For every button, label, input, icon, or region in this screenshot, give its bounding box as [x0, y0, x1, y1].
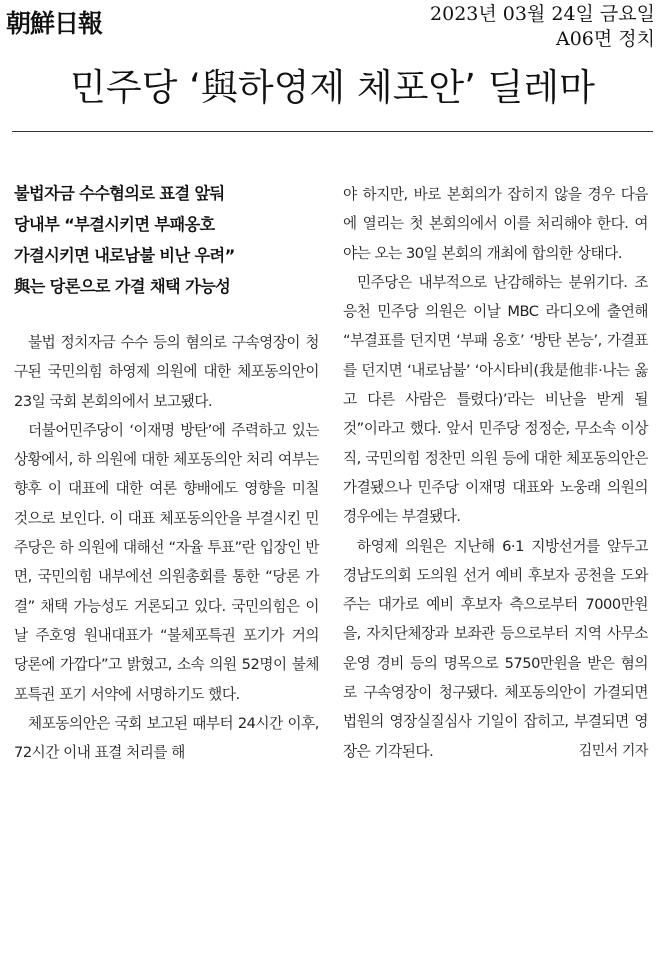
subheadline-line: 가결시키면 내로남불 비난 우려” — [14, 246, 235, 265]
subheadline-line: 당내부 “부결시키면 부패옹호 — [14, 215, 215, 234]
body-paragraph: 불법 정치자금 수수 등의 혐의로 구속영장이 청구된 국민의힘 하영제 의원에 대한 체포동의안이 23일 국회 본회의에서 보고됐다. — [14, 334, 319, 410]
newspaper-logo: 朝鮮日報 — [6, 9, 103, 38]
headline-divider — [12, 131, 653, 132]
masthead-meta — [430, 2, 655, 52]
body-paragraph: 민주당은 내부적으로 난감해하는 분위기다. 조응천 민주당 의원은 이날 MBC 라디오에 출연해 “부결표를 던지면 ‘부패 옹호’ ‘방탄 본능’, 가결표를 던지면 ‘내로남불’ ‘아시타비(我是他非·나는 옳고 다른 사람은 틀렸다)’라는 비난을 받게 될 것”이라고 했다. 앞서 민주당 정정순, 무소속 이상직, 국민의힘 정찬민 의원 등에 대한 체포동의안은 가결됐으나 민주당 이재명 대표와 노웅래 의원의 경우에는 부결됐다. — [343, 273, 648, 526]
right-column — [343, 180, 648, 766]
byline: 김민서 기자 — [578, 742, 648, 759]
body-paragraph: 야 하지만, 바로 본회의가 잡히지 않을 경우 다음에 열리는 첫 본회의에서 이를 처리해야 한다. 여야는 오는 30일 본회의 개최에 합의한 상태다. — [343, 186, 648, 262]
publication-date: 2023년 03월 24일 금요일 — [430, 3, 655, 25]
body-paragraph: 더불어민주당이 ‘이재명 방탄’에 주력하고 있는 상황에서, 하 의원에 대한 체포동의안 처리 여부는 향후 이 대표에 대한 여론 향배에도 영향을 미칠 것으로 보인다. 이 대표 체포동의안을 부결시킨 민주당은 하 의원에 대해선 “자율 투표”란 입장인 반면, 국민의힘 내부에선 의원총회를 통한 “당론 가결” 채택 가능성도 거론되고 있다. 국민의힘은 이날 주호영 원내대표가 “불체포특권 포기가 거의 당론에 가깝다”고 밝혔고, 소속 의원 52명이 불체포특권 포기 서약에 서명하기도 했다. — [14, 421, 319, 703]
subheadline-line: 불법자금 수수혐의로 표결 앞둬 — [14, 184, 225, 203]
subheadline — [14, 178, 319, 302]
subheadline-line: 與는 당론으로 가결 채택 가능성 — [14, 277, 231, 296]
headline: 민주당 ‘與하영제 체포안’ 딜레마 — [70, 66, 595, 109]
left-column — [14, 178, 319, 767]
body-paragraph: 체포동의안은 국회 보고된 때부터 24시간 이후, 72시간 이내 표결 처리를 해 — [14, 714, 319, 762]
page-section: A06면 정치 — [556, 28, 655, 50]
body-paragraph: 하영제 의원은 지난해 6·1 지방선거를 앞두고 경남도의회 도의원 선거 예비 후보자 공천을 도와주는 대가로 예비 후보자 측으로부터 7000만원을, 자치단체장과 보좌관 등으로부터 지역 사무소 운영 경비 등의 명목으로 5750만원을 받은 혐의로 구속영장이 청구됐다. 체포동의안이 가결되면 법원의 영장실질심사 기일이 잡히고, 부결되면 영장은 기각된다. — [343, 537, 648, 760]
